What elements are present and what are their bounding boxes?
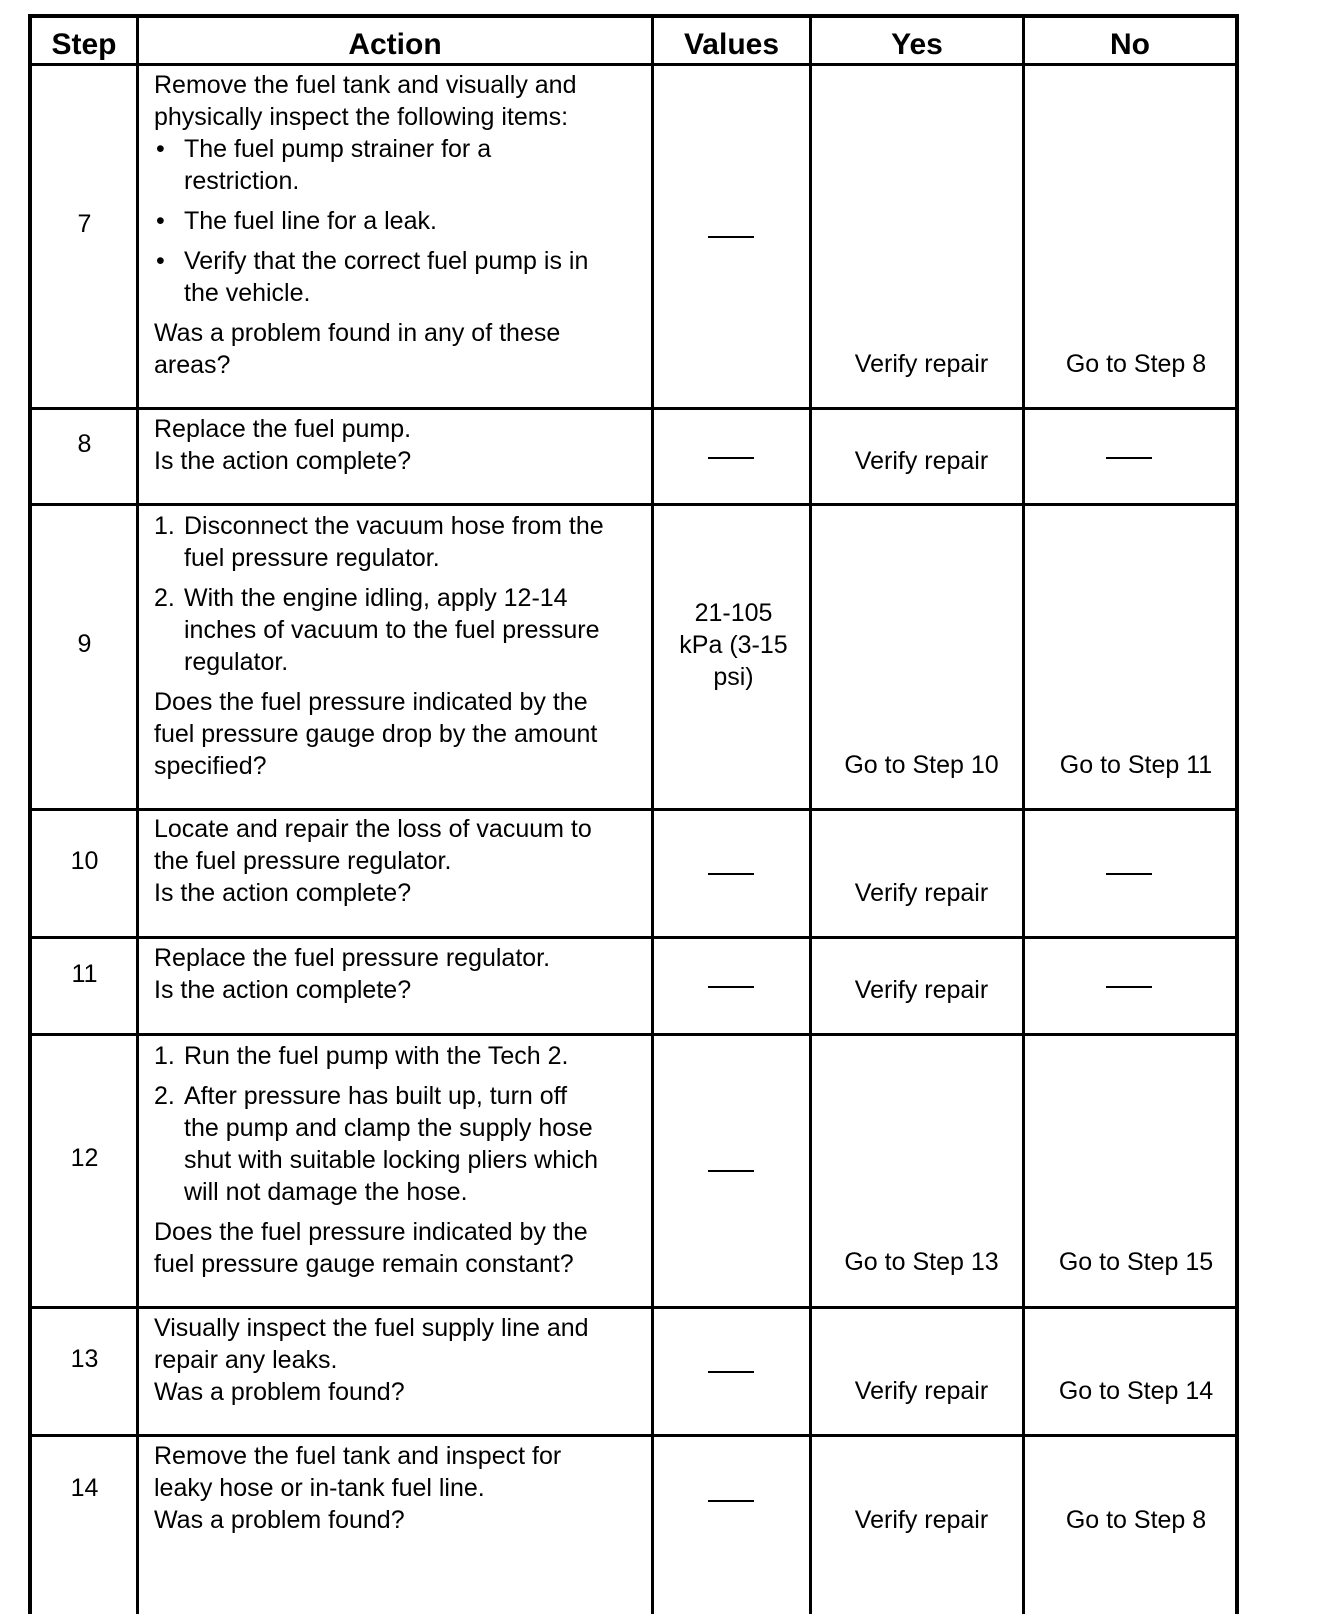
bullet-marker: • bbox=[156, 135, 165, 163]
step-number: 13 bbox=[70, 1345, 99, 1373]
row-divider bbox=[28, 1033, 1239, 1036]
step-number: 8 bbox=[77, 430, 92, 458]
row-divider bbox=[28, 1434, 1239, 1437]
diagnostic-table bbox=[28, 14, 1277, 1614]
bullet-marker: • bbox=[156, 247, 165, 275]
action-line: Is the action complete? bbox=[154, 447, 412, 475]
action-line: Visually inspect the fuel supply line and bbox=[154, 1314, 589, 1342]
action-line: the fuel pressure regulator. bbox=[154, 847, 452, 875]
no-empty-dash bbox=[1106, 457, 1152, 459]
values-empty-dash bbox=[708, 986, 754, 988]
action-line: Verify that the correct fuel pump is in bbox=[184, 247, 589, 275]
action-line: Was a problem found? bbox=[154, 1506, 405, 1534]
action-line: After pressure has built up, turn off bbox=[184, 1082, 568, 1110]
action-line: fuel pressure regulator. bbox=[184, 544, 440, 572]
values-empty-dash bbox=[708, 1371, 754, 1373]
item-number: 2. bbox=[154, 584, 175, 612]
action-numbered-item bbox=[154, 1080, 674, 1208]
action-text bbox=[154, 69, 674, 381]
action-question: Does the fuel pressure indicated by the bbox=[154, 1218, 588, 1246]
header-values: Values bbox=[683, 28, 780, 61]
action-text bbox=[154, 1312, 674, 1408]
header-action: Action bbox=[348, 28, 442, 61]
header-yes: Yes bbox=[891, 28, 943, 61]
row-divider bbox=[28, 503, 1239, 506]
action-question: Does the fuel pressure indicated by the bbox=[154, 688, 588, 716]
action-bullet bbox=[154, 245, 674, 309]
action-line: Is the action complete? bbox=[154, 879, 412, 907]
yes-outcome: Verify repair bbox=[854, 447, 989, 475]
action-bullet bbox=[154, 205, 674, 237]
yes-outcome: Go to Step 10 bbox=[844, 751, 999, 779]
action-text bbox=[154, 1440, 674, 1536]
action-line: the vehicle. bbox=[184, 279, 311, 307]
action-line: The fuel line for a leak. bbox=[184, 207, 437, 235]
action-line: Replace the fuel pressure regulator. bbox=[154, 944, 551, 972]
action-question: specified? bbox=[154, 752, 267, 780]
column-divider-values bbox=[809, 14, 812, 1614]
action-line: The fuel pump strainer for a bbox=[184, 135, 492, 163]
action-line: Was a problem found? bbox=[154, 1378, 405, 1406]
no-outcome: Go to Step 15 bbox=[1058, 1248, 1214, 1276]
header-step: Step bbox=[51, 28, 117, 61]
action-line: physically inspect the following items: bbox=[154, 103, 569, 131]
action-line: inches of vacuum to the fuel pressure bbox=[184, 616, 600, 644]
bullet-marker: • bbox=[156, 207, 165, 235]
action-line: Is the action complete? bbox=[154, 976, 412, 1004]
action-line: Run the fuel pump with the Tech 2. bbox=[184, 1042, 569, 1070]
action-line: leaky hose or in-tank fuel line. bbox=[154, 1474, 485, 1502]
values-line: psi) bbox=[713, 663, 754, 691]
values-line: 21-105 bbox=[694, 599, 773, 627]
action-line: Replace the fuel pump. bbox=[154, 415, 412, 443]
values-empty-dash bbox=[708, 873, 754, 875]
yes-outcome: Verify repair bbox=[854, 976, 989, 1004]
action-line: will not damage the hose. bbox=[184, 1178, 468, 1206]
header-no: No bbox=[1110, 28, 1150, 61]
table-right-border bbox=[1235, 14, 1239, 1614]
action-question: fuel pressure gauge drop by the amount bbox=[154, 720, 598, 748]
item-number: 2. bbox=[154, 1082, 175, 1110]
action-text bbox=[154, 1040, 674, 1280]
step-number: 11 bbox=[71, 960, 98, 988]
action-text bbox=[154, 813, 674, 909]
action-numbered-item bbox=[154, 510, 674, 574]
column-divider-yes bbox=[1022, 14, 1025, 1614]
row-divider bbox=[28, 407, 1239, 410]
action-text bbox=[154, 510, 674, 782]
action-question: Was a problem found in any of these bbox=[154, 319, 561, 347]
yes-outcome: Verify repair bbox=[854, 1377, 989, 1405]
header-divider bbox=[28, 63, 1239, 66]
no-outcome: Go to Step 11 bbox=[1059, 751, 1213, 779]
action-numbered-item bbox=[154, 582, 674, 678]
no-empty-dash bbox=[1106, 986, 1152, 988]
no-empty-dash bbox=[1106, 873, 1152, 875]
action-line: Locate and repair the loss of vacuum to bbox=[154, 815, 592, 843]
action-line: the pump and clamp the supply hose bbox=[184, 1114, 593, 1142]
action-question: fuel pressure gauge remain constant? bbox=[154, 1250, 574, 1278]
action-line: repair any leaks. bbox=[154, 1346, 338, 1374]
yes-outcome: Verify repair bbox=[854, 350, 989, 378]
row-divider bbox=[28, 936, 1239, 939]
action-line: restriction. bbox=[184, 167, 300, 195]
values-spec bbox=[655, 597, 812, 693]
action-numbered-item bbox=[154, 1040, 674, 1072]
action-bullet bbox=[154, 133, 674, 197]
row-divider bbox=[28, 808, 1239, 811]
no-outcome: Go to Step 8 bbox=[1065, 350, 1207, 378]
values-empty-dash bbox=[708, 1170, 754, 1172]
action-text bbox=[154, 942, 674, 1006]
action-line: Remove the fuel tank and inspect for bbox=[154, 1442, 562, 1470]
values-empty-dash bbox=[708, 457, 754, 459]
action-question: areas? bbox=[154, 351, 231, 379]
action-line: Remove the fuel tank and visually and bbox=[154, 71, 577, 99]
step-number: 7 bbox=[77, 210, 92, 238]
action-line: shut with suitable locking pliers which bbox=[184, 1146, 599, 1174]
item-number: 1. bbox=[154, 1042, 175, 1070]
action-line: Disconnect the vacuum hose from the bbox=[184, 512, 604, 540]
step-number: 10 bbox=[70, 847, 99, 875]
action-line: regulator. bbox=[184, 648, 289, 676]
yes-outcome: Verify repair bbox=[854, 1506, 989, 1534]
step-number: 12 bbox=[70, 1144, 99, 1172]
action-text bbox=[154, 413, 674, 477]
step-number: 9 bbox=[77, 630, 92, 658]
values-empty-dash bbox=[708, 236, 754, 238]
yes-outcome: Verify repair bbox=[854, 879, 989, 907]
no-outcome: Go to Step 8 bbox=[1065, 1506, 1207, 1534]
values-line: kPa (3-15 bbox=[679, 631, 788, 659]
step-number: 14 bbox=[70, 1474, 99, 1502]
yes-outcome: Go to Step 13 bbox=[844, 1248, 999, 1276]
no-outcome: Go to Step 14 bbox=[1058, 1377, 1214, 1405]
action-line: With the engine idling, apply 12-14 bbox=[184, 584, 568, 612]
table-top-border bbox=[28, 14, 1239, 18]
values-empty-dash bbox=[708, 1500, 754, 1502]
row-divider bbox=[28, 1306, 1239, 1309]
item-number: 1. bbox=[154, 512, 175, 540]
